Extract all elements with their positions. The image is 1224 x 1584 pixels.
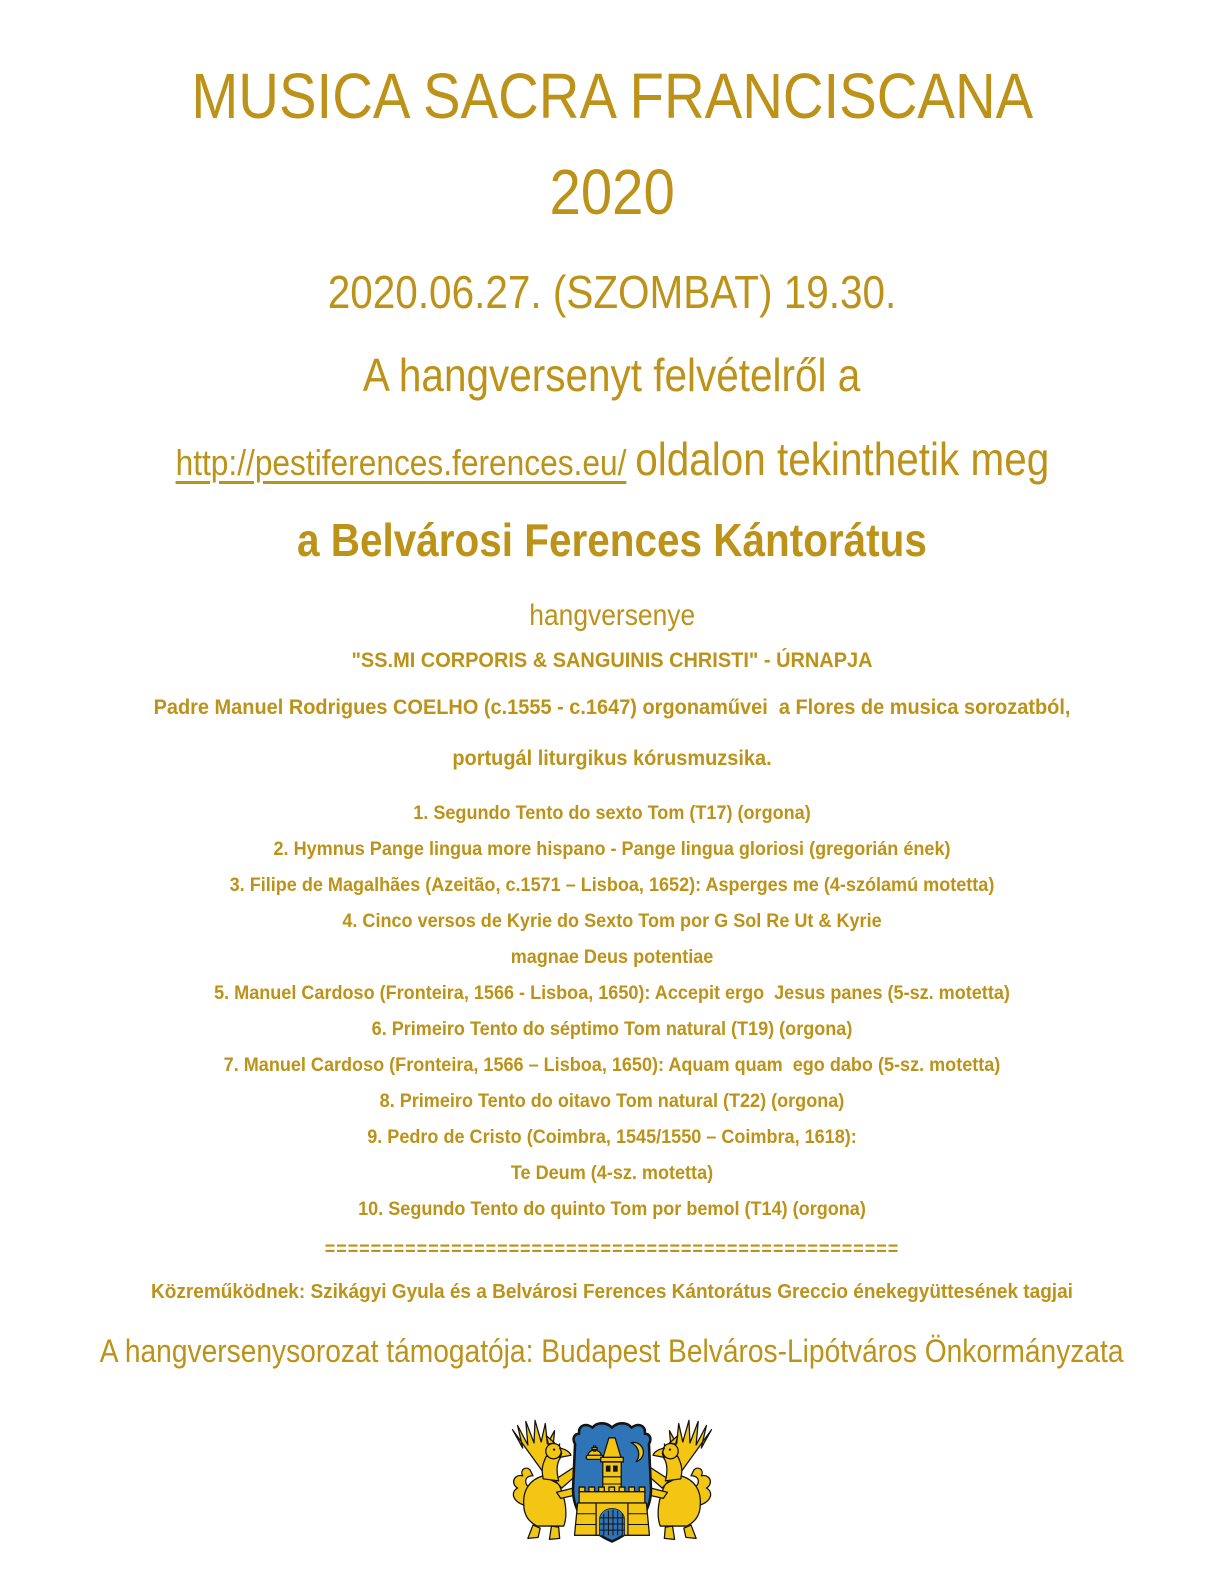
stream-link-line (0, 432, 1224, 487)
program-line: 6. Primeiro Tento do séptimo Tom natural (T19) (orgona) (371, 1018, 853, 1040)
separator-line: ================================================== (324, 1238, 900, 1260)
performers-line: Közreműködnek: Szikágyi Gyula és a Belvárosi Ferences Kántorátus Greccio énekegyüttesének tagjai (151, 1280, 1073, 1303)
program-line-continuation: Te Deum (4-sz. motetta) (510, 1162, 714, 1184)
stream-link-suffix: oldalon tekinthetik meg (634, 432, 1049, 485)
program-line: 3. Filipe de Magalhães (Azeitão, c.1571 – Lisboa, 1652): Asperges me (4-szólamú motetta) (229, 874, 995, 896)
belvaros-lipotvaros-coat-of-arms (0, 1412, 1224, 1556)
program-line: 9. Pedro de Cristo (Coimbra, 1545/1550 – Coimbra, 1618): (367, 1126, 857, 1148)
coat-of-arms-icon (494, 1412, 730, 1556)
program-line-continuation: magnae Deus potentiae (510, 946, 714, 968)
program-heading: "SS.MI CORPORIS & SANGUINIS CHRISTI" - ÚRNAPJA (351, 648, 873, 672)
griffin-left (512, 1420, 579, 1539)
poster-title (0, 0, 1224, 134)
sponsor-line: A hangversenysorozat támogatója: Budapest Belváros-Lipótváros Önkormányzata (100, 1332, 1124, 1369)
program-line: 7. Manuel Cardoso (Fronteira, 1566 – Lisboa, 1650): Aquam quam ego dabo (5-sz. motetta) (223, 1054, 1001, 1076)
stream-link[interactable]: http://pestiferences.ferences.eu/ (175, 441, 626, 483)
ensemble-name: a Belvárosi Ferences Kántorátus (297, 513, 927, 566)
intro-line: A hangversenyt felvételről a (363, 349, 861, 402)
program-line: 10. Segundo Tento do quinto Tom por bemol (T14) (orgona) (358, 1198, 866, 1220)
concert-word: hangversenye (529, 598, 695, 632)
poster-year: 2020 (549, 155, 675, 228)
program-list (0, 796, 1224, 1228)
poster-title-text: MUSICA SACRA FRANCISCANA (191, 60, 1033, 132)
concert-datetime: 2020.06.27. (SZOMBAT) 19.30. (327, 266, 897, 319)
program-line: 5. Manuel Cardoso (Fronteira, 1566 - Lisboa, 1650): Accepit ergo Jesus panes (5-sz. motetta) (214, 982, 1010, 1004)
program-subheading-genre: portugál liturgikus kórusmuzsika. (452, 747, 772, 771)
griffin-right (645, 1420, 712, 1539)
program-line: 8. Primeiro Tento do oitavo Tom natural (T22) (orgona) (379, 1090, 845, 1112)
program-line: 2. Hymnus Pange lingua more hispano - Pange lingua gloriosi (gregorián ének) (273, 838, 951, 860)
program-line: 1. Segundo Tento do sexto Tom (T17) (orgona) (413, 802, 811, 824)
program-line: 4. Cinco versos de Kyrie do Sexto Tom por G Sol Re Ut & Kyrie (342, 910, 882, 932)
program-subheading-composer: Padre Manuel Rodrigues COELHO (c.1555 - c.1647) orgonaművei a Flores de musica sorozatból, (153, 696, 1071, 720)
